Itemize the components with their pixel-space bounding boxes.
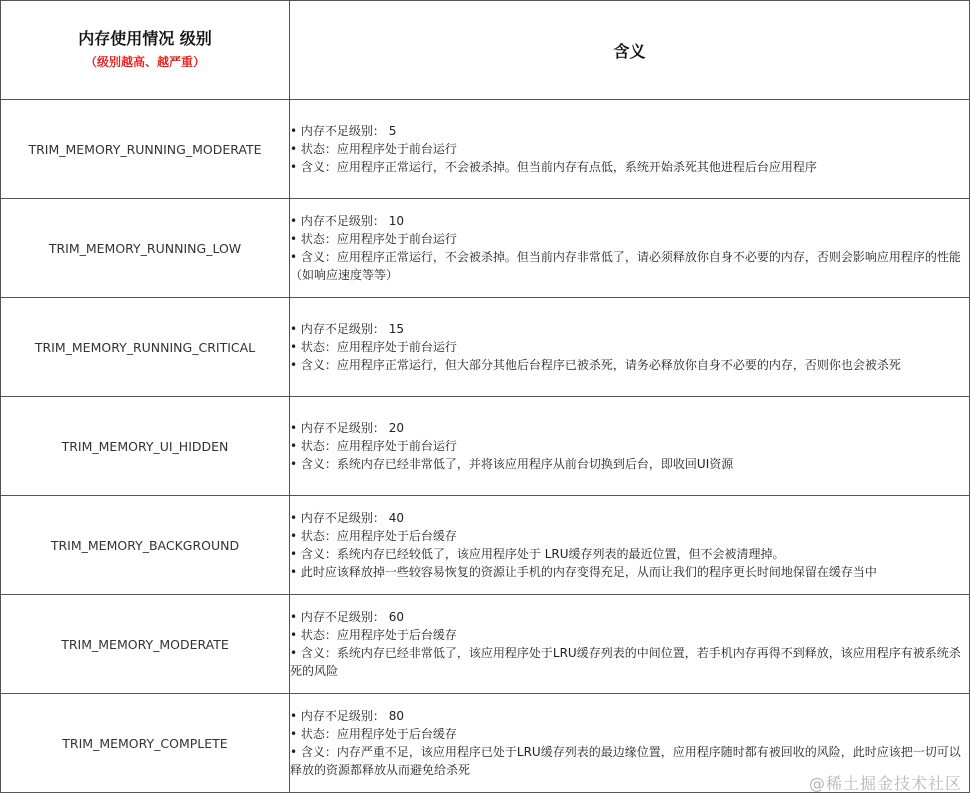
level-description [290,397,970,496]
description-point: • 含义：系统内存已经较低了，该应用程序处于 LRU缓存列表的最近位置，但不会被清理掉。 [290,545,969,563]
memory-level-name: TRIM_MEMORY_UI_HIDDEN [1,397,290,496]
description-point: • 含义：系统内存已经非常低了，并将该应用程序从前台切换到后台，即收回UI资源 [290,455,969,473]
description-list [290,212,969,284]
description-list [290,419,969,473]
description-point: • 状态：应用程序处于后台缓存 [290,626,969,644]
description-point: • 状态：应用程序处于前台运行 [290,338,969,356]
description-list [290,320,969,374]
description-point: • 内存不足级别： 15 [290,320,969,338]
description-point: • 内存不足级别： 20 [290,419,969,437]
level-description [290,298,970,397]
description-point: • 含义：系统内存已经非常低了，该应用程序处于LRU缓存列表的中间位置，若手机内存再得不到释放，该应用程序有被系统杀死的风险 [290,644,969,680]
description-point: • 内存不足级别： 60 [290,608,969,626]
description-point: • 内存不足级别： 80 [290,707,969,725]
level-description [290,595,970,694]
description-point: • 状态：应用程序处于前台运行 [290,230,969,248]
level-column-title: 内存使用情况 级别 [78,29,212,48]
description-list [290,122,969,176]
memory-level-name: TRIM_MEMORY_BACKGROUND [1,496,290,595]
description-point: • 状态：应用程序处于前台运行 [290,140,969,158]
table-body [1,100,970,793]
level-description [290,496,970,595]
table-row [1,397,970,496]
table-row [1,595,970,694]
table-row [1,100,970,199]
table-row [1,298,970,397]
description-list [290,608,969,680]
description-point: • 状态：应用程序处于前台运行 [290,437,969,455]
table-row [1,199,970,298]
level-description [290,100,970,199]
description-point: • 含义：内存严重不足，该应用程序已处于LRU缓存列表的最边缘位置，应用程序随时都有被回收的风险，此时应该把一切可以释放的资源都释放从而避免给杀死 [290,743,969,779]
table-row [1,496,970,595]
memory-level-name: TRIM_MEMORY_RUNNING_CRITICAL [1,298,290,397]
description-point: • 内存不足级别： 10 [290,212,969,230]
severity-note: （级别越高、越严重） [84,55,205,69]
meaning-column-header: 含义 [290,1,970,100]
description-point: • 此时应该释放掉一些较容易恢复的资源让手机的内存变得充足，从而让我们的程序更长时间地保留在缓存当中 [290,563,969,581]
memory-level-name: TRIM_MEMORY_RUNNING_LOW [1,199,290,298]
watermark: @稀土掘金技术社区 [808,774,962,793]
memory-level-name: TRIM_MEMORY_RUNNING_MODERATE [1,100,290,199]
description-point: • 含义：应用程序正常运行，不会被杀掉。但当前内存有点低，系统开始杀死其他进程后台应用程序 [290,158,969,176]
level-column-header [1,1,290,100]
header-row [1,1,970,100]
description-point: • 状态：应用程序处于后台缓存 [290,725,969,743]
level-description [290,199,970,298]
description-point: • 内存不足级别： 5 [290,122,969,140]
description-point: • 含义：应用程序正常运行，不会被杀掉。但当前内存非常低了，请必须释放你自身不必要的内存，否则会影响应用程序的性能（如响应速度等等） [290,248,969,284]
description-point: • 内存不足级别： 40 [290,509,969,527]
memory-level-name: TRIM_MEMORY_COMPLETE [1,694,290,793]
description-point: • 含义：应用程序正常运行，但大部分其他后台程序已被杀死，请务必释放你自身不必要的内存，否则你也会被杀死 [290,356,969,374]
memory-level-name: TRIM_MEMORY_MODERATE [1,595,290,694]
description-list [290,707,969,779]
description-point: • 状态：应用程序处于后台缓存 [290,527,969,545]
description-list [290,509,969,581]
